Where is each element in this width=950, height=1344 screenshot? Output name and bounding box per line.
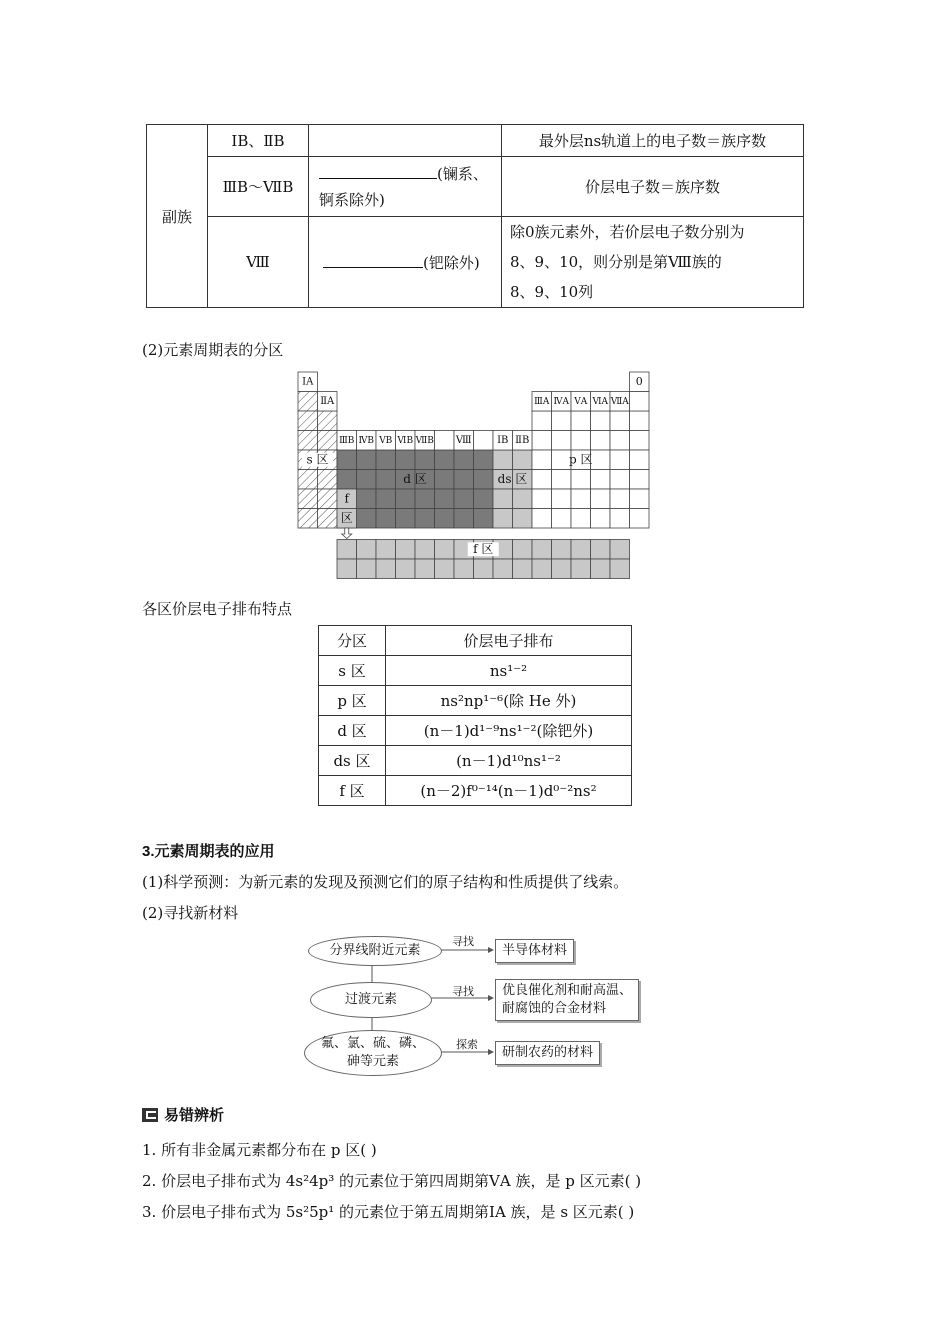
cell-f-row [610,540,630,560]
cell-f-row [552,559,572,579]
cell-d-block [357,470,377,490]
config-f: (n－2)f⁰⁻¹⁴(n－1)d⁰⁻²ns² [386,776,632,806]
cell-he [630,392,650,412]
cell-f-row [591,559,611,579]
cell-f-row [571,540,591,560]
cell-p-block [610,489,630,509]
periodic-table-diagram [290,368,660,590]
cell-p-block [630,470,650,490]
cell-p-block [571,489,591,509]
label-ds-block: ds 区 [497,471,528,486]
edge-label-1: 寻找 [452,935,474,948]
label-iia: ⅡA [320,395,335,407]
cell-p-block [630,489,650,509]
cell-f-row [435,540,455,560]
zone-ds: ds 区 [319,746,386,776]
cell-p-block [532,450,552,470]
cell-p-block [591,509,611,529]
cell-p-block [610,431,630,451]
rule-3: 除0族元素外，若价层电子数分别为 8、9、10，则分别是第Ⅷ族的 8、9、10列 [502,217,804,308]
error-analysis-icon [142,1108,158,1122]
config-d: (n－1)d¹⁻⁹ns¹⁻²(除钯外) [386,716,632,746]
cell-p-block [552,411,572,431]
question-2: 2. 价层电子排布式为 4s²4p³ 的元素位于第四周期第ⅤA 族，是 p 区元素( ) [142,1172,642,1190]
cell-s-block [318,489,338,509]
section2-title: (2)元素周期表的分区 [142,341,284,359]
cell-f-row [357,540,377,560]
result-catalyst-alloy: 优良催化剂和耐高温、 耐腐蚀的合金材料 [495,979,639,1021]
header-config: 价层电子排布 [386,626,632,656]
cell-s-block [298,489,318,509]
cell-f-row [454,559,474,579]
cell-d-block [435,489,455,509]
label-zero: 0 [635,374,643,388]
cell-d-block [396,489,416,509]
cell-p-block [552,489,572,509]
group-viii: Ⅷ [208,217,309,308]
label-viii: Ⅷ [455,434,472,446]
edge-label-2: 寻找 [452,985,474,998]
header-zone: 分区 [319,626,386,656]
cell-d-block [454,509,474,529]
cell-f-row [532,540,552,560]
cell-p-block [532,470,552,490]
cell-p-block [552,431,572,451]
cell-p-block [552,509,572,529]
cell-p-block [630,509,650,529]
cell-d-block [415,450,435,470]
cell-f-row [337,559,357,579]
label-f-indicator: f [344,491,349,506]
label-f-indicator-2: 区 [340,510,353,525]
cell-ds-block [493,450,513,470]
label-f-row: f 区 [473,541,494,556]
cell-d-block [454,450,474,470]
zone-d: d 区 [319,716,386,746]
cell-bgroup-label [474,431,494,451]
cell-p-block [630,431,650,451]
cell-s-block [298,392,318,412]
errors-header [142,1104,224,1125]
rule-2: 价层电子数＝族序数 [502,157,804,217]
cell-p-block [591,450,611,470]
label-viia: ⅦA [610,396,629,407]
config-s: ns¹⁻² [386,656,632,686]
cell-f-row [415,540,435,560]
subgroup-table [146,124,804,308]
cell-ds-block [493,489,513,509]
cell-f-row [376,540,396,560]
answer-blank-3: (钯除外) [309,217,502,308]
cell-f-row [415,559,435,579]
cell-d-block [357,450,377,470]
label-s-block: s 区 [306,452,329,467]
cell-s-block [298,509,318,529]
section3-title: 3.元素周期表的应用 [142,843,275,860]
cell-p-block [610,411,630,431]
materials-flow-diagram [300,930,660,1080]
cell-p-block [610,509,630,529]
cell-f-row [591,540,611,560]
cell-s-block [298,411,318,431]
cell-f-row [337,540,357,560]
cell-d-block [337,450,357,470]
cell-f-row [396,559,416,579]
cell-f-row [357,559,377,579]
answer-blank-2: (镧系、 锕系除外) [309,157,502,217]
cell-d-block [357,509,377,529]
cell-f-row [532,559,552,579]
cell-p-block [532,431,552,451]
subgroup-label: 副族 [147,125,208,308]
label-viib: ⅦB [415,435,434,446]
cell-bgroup-label [435,431,455,451]
cell-f-row [376,559,396,579]
cell-p-block [571,411,591,431]
label-vib: ⅥB [397,435,414,446]
cell-p-block [591,489,611,509]
cell-p-block [591,470,611,490]
block-features-table [318,625,632,806]
cell-f-row [552,540,572,560]
label-ia: ⅠA [302,376,314,388]
group-iiib-viib: ⅢB～ⅦB [208,157,309,217]
cell-d-block [396,450,416,470]
cell-p-block [571,470,591,490]
config-ds: (n－1)d¹⁰ns¹⁻² [386,746,632,776]
zone-f: f 区 [319,776,386,806]
cell-p-block [630,450,650,470]
label-p-block: p 区 [569,452,593,467]
cell-p-block [610,470,630,490]
node-boundary-elements: 分界线附近元素 [308,936,442,966]
cell-d-block [415,489,435,509]
cell-f-row [396,540,416,560]
block-features-title: 各区价层电子排布特点 [142,600,293,618]
label-ivb: ⅣB [358,435,375,446]
cell-f-row [435,559,455,579]
section3-item2: (2)寻找新材料 [142,904,239,922]
label-vb: ⅤB [379,435,393,446]
cell-f-row [493,559,513,579]
label-iiia: ⅢA [534,396,550,407]
cell-d-block [415,509,435,529]
label-va: ⅤA [574,396,588,407]
cell-p-block [571,431,591,451]
label-iib: ⅡB [515,434,530,446]
cell-d-block [435,450,455,470]
label-via: ⅥA [592,396,609,407]
cell-d-block [435,509,455,529]
cell-d-block [396,509,416,529]
cell-p-block [532,489,552,509]
cell-p-block [630,411,650,431]
label-d-block: d 区 [403,471,427,486]
cell-p-block [552,470,572,490]
label-iva: ⅣA [553,396,569,407]
cell-p-block [591,431,611,451]
cell-s-block [298,431,318,451]
question-3: 3. 价层电子排布式为 5s²5p¹ 的元素位于第五周期第ⅠA 族，是 s 区元素( ) [142,1203,635,1221]
errors-title: 易错辨析 [164,1107,225,1124]
zone-p: p 区 [319,686,386,716]
cell-ds-block [513,509,533,529]
cell-s-block [318,411,338,431]
cell-s-block [298,470,318,490]
cell-d-block [376,489,396,509]
cell-s-block [318,470,338,490]
cell-d-block [435,470,455,490]
question-1: 1. 所有非金属元素都分布在 p 区( ) [142,1141,377,1159]
cell-p-block [532,509,552,529]
f-arrow-icon [342,528,352,539]
label-ib: ⅠB [497,434,509,446]
cell-d-block [474,450,494,470]
cell-d-block [474,489,494,509]
result-pesticide: 研制农药的材料 [495,1041,600,1065]
zone-s: s 区 [319,656,386,686]
cell-s-block [318,509,338,529]
cell-f-row [474,559,494,579]
cell-d-block [376,450,396,470]
config-p: ns²np¹⁻⁶(除 He 外) [386,686,632,716]
cell-d-block [376,509,396,529]
edge-label-3: 探索 [456,1038,478,1051]
cell-f-row [571,559,591,579]
group-ib-iib: ⅠB、ⅡB [208,125,309,157]
node-f-cl-s-p-as: 氟、氯、硫、磷、 砷等元素 [304,1030,442,1076]
cell-p-block [610,450,630,470]
cell-d-block [337,470,357,490]
cell-ds-block [513,450,533,470]
label-iiib: ⅢB [339,435,355,446]
cell-p-block [591,411,611,431]
cell-p-block [532,411,552,431]
cell-f-row [513,540,533,560]
cell-s-block [318,431,338,451]
cell-f-row [513,559,533,579]
cell-ds-block [513,489,533,509]
result-semiconductor: 半导体材料 [495,939,574,963]
cell-d-block [454,470,474,490]
cell-d-block [474,470,494,490]
cell-d-block [357,489,377,509]
cell-d-block [454,489,474,509]
section3-item1: (1)科学预测：为新元素的发现及预测它们的原子结构和性质提供了线索。 [142,873,629,891]
answer-blank-1 [309,125,502,157]
cell-f-row [610,559,630,579]
cell-ds-block [493,509,513,529]
cell-d-block [376,470,396,490]
node-transition-elements: 过渡元素 [310,982,432,1018]
cell-d-block [474,509,494,529]
cell-p-block [571,509,591,529]
rule-1: 最外层ns轨道上的电子数＝族序数 [502,125,804,157]
